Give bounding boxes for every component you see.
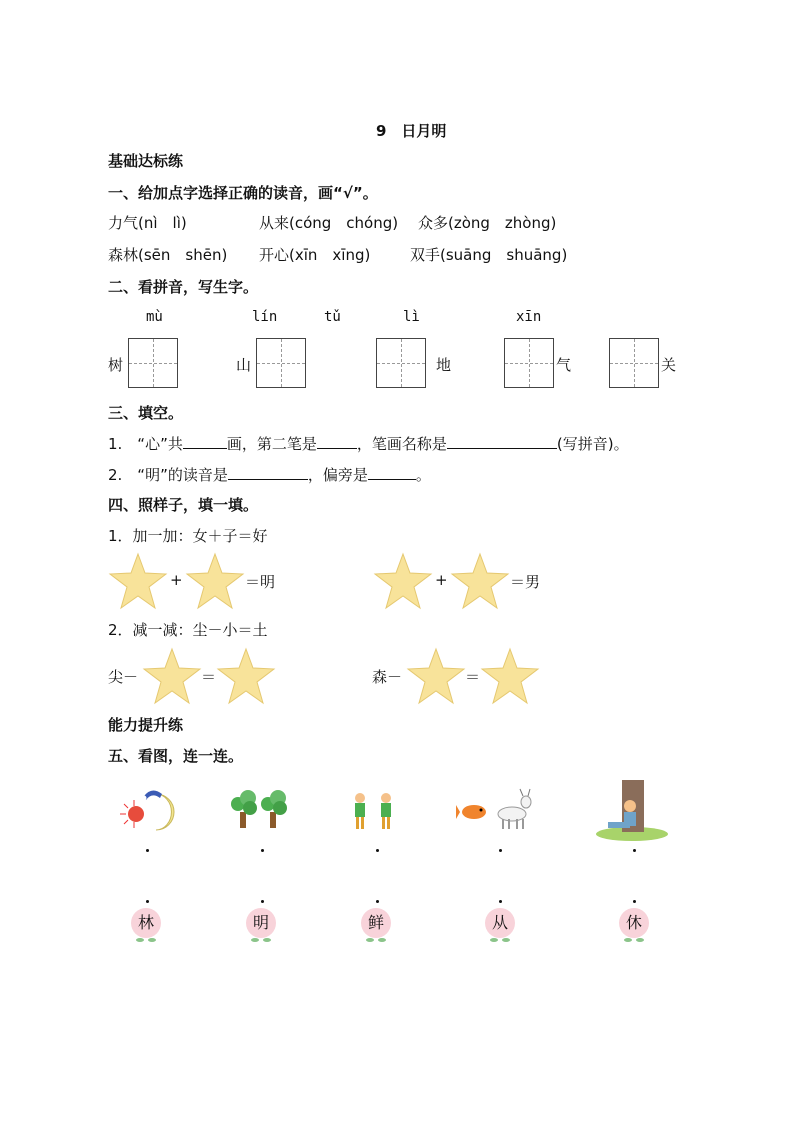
connect-dot-top[interactable] bbox=[499, 849, 502, 852]
pinyin-label: lì bbox=[403, 309, 420, 325]
star-blank[interactable] bbox=[108, 552, 168, 610]
text: ，笔画名称是 bbox=[356, 435, 447, 453]
text: (写拼音)。 bbox=[556, 435, 629, 453]
given-char: 山 bbox=[236, 356, 252, 374]
char-bubble-ming[interactable]: 明 bbox=[246, 908, 276, 938]
section-basic: 基础达标练 bbox=[108, 152, 184, 170]
pinyin-label: mù bbox=[146, 309, 163, 325]
connect-dot-bottom[interactable] bbox=[146, 900, 149, 903]
bubble-feet-icon bbox=[488, 937, 512, 943]
char-bubble-xian[interactable]: 鲜 bbox=[361, 908, 391, 938]
connect-dot-top[interactable] bbox=[146, 849, 149, 852]
writing-grid[interactable] bbox=[128, 338, 178, 388]
answer-blank[interactable] bbox=[368, 465, 416, 480]
equals-sign: ＝ bbox=[201, 668, 217, 686]
q1-item: 双手(suāng shuāng) bbox=[410, 246, 568, 264]
q1-item: 从来(cóng chóng) bbox=[259, 214, 399, 232]
result-nan: ＝男 bbox=[510, 573, 541, 591]
char-bubble-lin[interactable]: 林 bbox=[131, 908, 161, 938]
connect-dot-bottom[interactable] bbox=[633, 900, 636, 903]
trees-picture[interactable] bbox=[230, 788, 290, 832]
q5-heading: 五、看图，连一连。 bbox=[108, 747, 244, 765]
star-blank[interactable] bbox=[480, 647, 540, 705]
q3-line1 bbox=[108, 433, 629, 454]
char-bubble-cong[interactable]: 从 bbox=[485, 908, 515, 938]
given-char: 树 bbox=[108, 356, 124, 374]
star-blank[interactable] bbox=[216, 647, 276, 705]
sen-char: 森－ bbox=[372, 668, 403, 686]
page-title: 9 日月明 bbox=[376, 122, 447, 140]
answer-blank[interactable] bbox=[317, 434, 357, 449]
jian-char: 尖－ bbox=[108, 668, 139, 686]
given-char: 气 bbox=[556, 356, 572, 374]
q3-line2 bbox=[108, 464, 431, 485]
result-ming: ＝明 bbox=[245, 573, 276, 591]
q1-item: 众多(zòng zhòng) bbox=[418, 214, 557, 232]
connect-dot-top[interactable] bbox=[633, 849, 636, 852]
answer-blank[interactable] bbox=[228, 465, 308, 480]
q1-item: 森林(sēn shēn) bbox=[108, 246, 228, 264]
writing-grid[interactable] bbox=[504, 338, 554, 388]
q1-item: 力气(nì lì) bbox=[108, 214, 187, 232]
pinyin-label: tǔ bbox=[324, 309, 341, 325]
star-blank[interactable] bbox=[406, 647, 466, 705]
text: 。 bbox=[415, 466, 431, 484]
q1-item: 开心(xīn xīng) bbox=[259, 246, 371, 264]
section-advanced: 能力提升练 bbox=[108, 716, 184, 734]
plus-sign: + bbox=[435, 571, 448, 589]
text: 画，第二笔是 bbox=[226, 435, 317, 453]
q4-sub1: 1．加一加：女＋子＝好 bbox=[108, 527, 268, 545]
connect-dot-top[interactable] bbox=[261, 849, 264, 852]
pinyin-label: xīn bbox=[516, 309, 542, 325]
connect-dot-bottom[interactable] bbox=[376, 900, 379, 903]
bubble-feet-icon bbox=[249, 937, 273, 943]
writing-grid[interactable] bbox=[376, 338, 426, 388]
plus-sign: + bbox=[170, 571, 183, 589]
sun-moon-picture[interactable] bbox=[116, 786, 180, 834]
text: 1. “心”共 bbox=[108, 435, 183, 453]
q1-heading: 一、给加点字选择正确的读音，画“√”。 bbox=[108, 184, 378, 202]
text: 2. “明”的读音是 bbox=[108, 466, 228, 484]
star-blank[interactable] bbox=[185, 552, 245, 610]
person-resting-tree-picture[interactable] bbox=[594, 778, 670, 842]
fish-goat-picture[interactable] bbox=[456, 786, 534, 832]
equals-sign: ＝ bbox=[465, 668, 481, 686]
q3-heading: 三、填空。 bbox=[108, 404, 184, 422]
answer-blank[interactable] bbox=[183, 434, 227, 449]
q4-heading: 四、照样子，填一填。 bbox=[108, 496, 259, 514]
given-char: 地 bbox=[436, 356, 452, 374]
char-bubble-xiu[interactable]: 休 bbox=[619, 908, 649, 938]
star-blank[interactable] bbox=[450, 552, 510, 610]
star-blank[interactable] bbox=[373, 552, 433, 610]
bubble-feet-icon bbox=[364, 937, 388, 943]
connect-dot-top[interactable] bbox=[376, 849, 379, 852]
q4-sub2: 2．减一减：尘－小＝土 bbox=[108, 621, 268, 639]
connect-dot-bottom[interactable] bbox=[499, 900, 502, 903]
bubble-feet-icon bbox=[134, 937, 158, 943]
pinyin-label: lín bbox=[252, 309, 278, 325]
answer-blank[interactable] bbox=[447, 434, 557, 449]
two-people-picture[interactable] bbox=[350, 790, 398, 832]
given-char: 关 bbox=[661, 356, 677, 374]
connect-dot-bottom[interactable] bbox=[261, 900, 264, 903]
text: ，偏旁是 bbox=[307, 466, 368, 484]
q2-heading: 二、看拼音，写生字。 bbox=[108, 278, 259, 296]
star-blank[interactable] bbox=[142, 647, 202, 705]
writing-grid[interactable] bbox=[609, 338, 659, 388]
bubble-feet-icon bbox=[622, 937, 646, 943]
writing-grid[interactable] bbox=[256, 338, 306, 388]
